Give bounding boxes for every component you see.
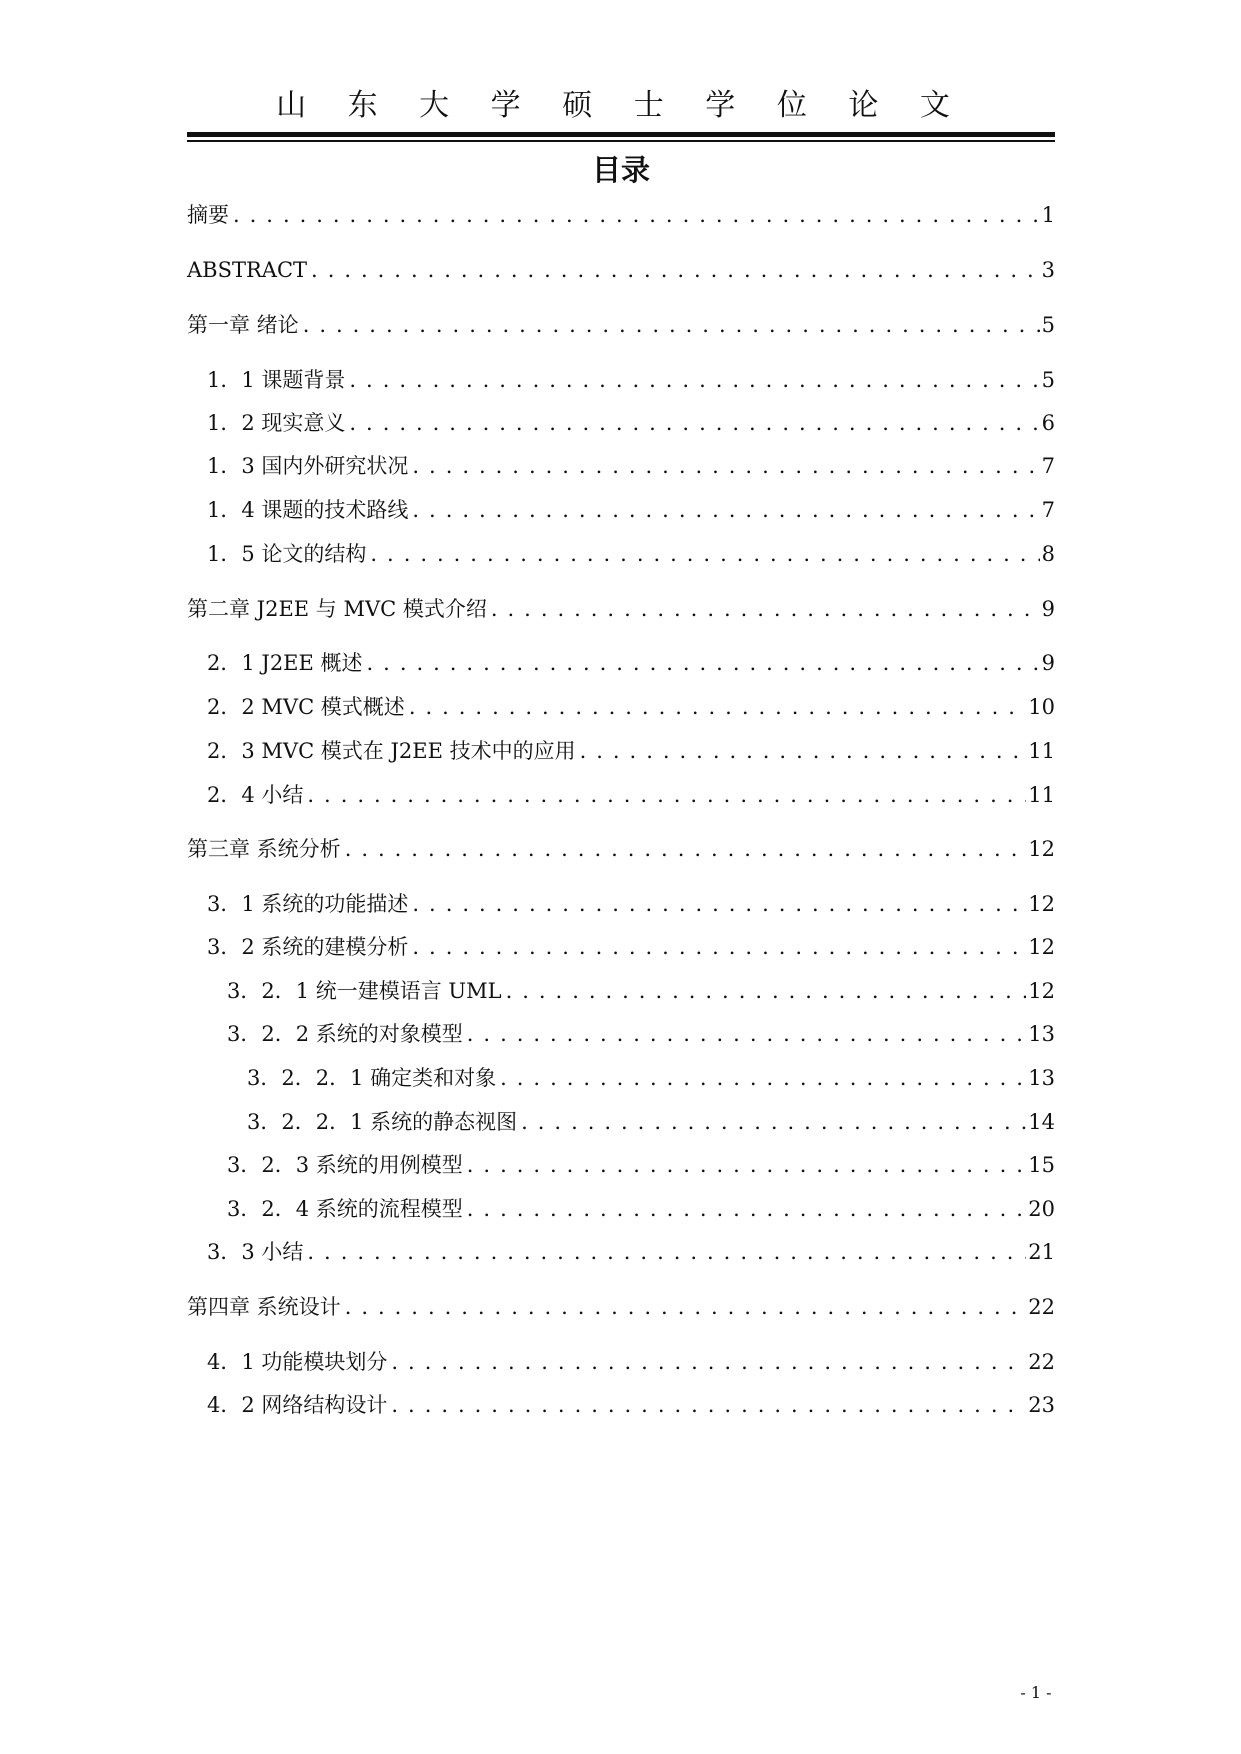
toc-entry-page-number: 9 (1041, 597, 1055, 621)
toc-entry-label: 2．1 J2EE 概述 (207, 651, 363, 675)
toc-dot-leader (467, 1019, 1027, 1049)
toc-entry-label: 2．2 MVC 模式概述 (207, 695, 405, 719)
toc-entry (207, 1237, 1055, 1267)
toc-entry (207, 648, 1055, 678)
toc-dot-leader (233, 200, 1040, 230)
toc-dot-leader (345, 834, 1027, 864)
toc-dot-leader (409, 692, 1026, 722)
toc-entry-page-number: 3 (1041, 258, 1055, 282)
toc-entry-label: 4．1 功能模块划分 (207, 1350, 388, 1374)
toc-entry-label: 第二章 J2EE 与 MVC 模式介绍 (187, 597, 487, 621)
toc-entry-label: 第一章 绪论 (187, 313, 299, 337)
toc-entry-label: 第四章 系统设计 (187, 1295, 341, 1319)
toc-dot-leader (500, 1063, 1026, 1093)
toc-entry-page-number: 5 (1041, 313, 1055, 337)
toc-entry-label: 1．2 现实意义 (207, 411, 346, 435)
toc-dot-leader (467, 1194, 1027, 1224)
toc-entry-page-number: 10 (1028, 695, 1055, 719)
toc-entry-page-number: 7 (1041, 454, 1055, 478)
toc-entry (227, 976, 1055, 1006)
toc-dot-leader (580, 736, 1027, 766)
toc-entry (207, 932, 1055, 962)
toc-entry-label: 1．4 课题的技术路线 (207, 498, 409, 522)
toc-entry-page-number: 1 (1041, 203, 1055, 227)
toc-entry (207, 495, 1055, 525)
toc-entry (227, 1150, 1055, 1180)
toc-entry (207, 1390, 1055, 1420)
toc-entry-label: 3．2．1 统一建模语言 UML (227, 979, 502, 1003)
toc-entry (207, 408, 1055, 438)
toc-entry (207, 780, 1055, 810)
toc-entry (207, 736, 1055, 766)
toc-entry (187, 834, 1055, 864)
toc-entry-label: 摘要 (187, 203, 229, 227)
toc-dot-leader (412, 495, 1039, 525)
toc-dot-leader (491, 594, 1040, 624)
toc-entry (227, 1019, 1055, 1049)
toc-entry (207, 451, 1055, 481)
toc-entry-page-number: 6 (1041, 411, 1055, 435)
toc-entry-page-number: 21 (1028, 1240, 1055, 1264)
toc-entry-page-number: 12 (1028, 892, 1055, 916)
toc-dot-leader (370, 539, 1039, 569)
toc-entry-label: 3．2．3 系统的用例模型 (227, 1153, 463, 1177)
toc-dot-leader (506, 976, 1027, 1006)
toc-dot-leader (467, 1150, 1027, 1180)
toc-entry-page-number: 13 (1028, 1066, 1055, 1090)
toc-entry-label: 2．4 小结 (207, 783, 304, 807)
table-of-contents (187, 0, 1055, 1754)
toc-dot-leader (367, 648, 1040, 678)
toc-entry (247, 1107, 1055, 1137)
toc-entry (247, 1063, 1055, 1093)
toc-entry (227, 1194, 1055, 1224)
toc-entry-label: 1．5 论文的结构 (207, 542, 367, 566)
toc-entry-page-number: 11 (1028, 739, 1055, 763)
toc-dot-leader (311, 255, 1040, 285)
toc-dot-leader (349, 408, 1039, 438)
toc-entry (207, 539, 1055, 569)
toc-entry (187, 310, 1055, 340)
toc-entry-label: 3．2．2．1 确定类和对象 (247, 1066, 497, 1090)
toc-entry (187, 255, 1055, 285)
toc-entry-page-number: 8 (1041, 542, 1055, 566)
toc-entry-label: 1．1 课题背景 (207, 368, 346, 392)
toc-dot-leader (307, 1237, 1026, 1267)
toc-entry-label: 3．3 小结 (207, 1240, 304, 1264)
toc-entry-page-number: 14 (1028, 1110, 1055, 1134)
toc-entry-label: ABSTRACT (187, 258, 308, 282)
toc-title: 目录 (591, 153, 650, 187)
toc-entry (207, 889, 1055, 919)
toc-entry (187, 1292, 1055, 1322)
toc-entry-page-number: 7 (1041, 498, 1055, 522)
page-number: - 1 - (1020, 1683, 1052, 1702)
toc-entry-label: 4．2 网络结构设计 (207, 1393, 388, 1417)
toc-entry-label: 3．2．2．1 系统的静态视图 (247, 1110, 518, 1134)
toc-entry-label: 3．2 系统的建模分析 (207, 935, 409, 959)
toc-dot-leader (345, 1292, 1027, 1322)
toc-entry-page-number: 12 (1028, 837, 1055, 861)
toc-dot-leader (391, 1390, 1026, 1420)
toc-entry-page-number: 22 (1028, 1295, 1055, 1319)
toc-dot-leader (307, 780, 1026, 810)
toc-entry-page-number: 9 (1041, 651, 1055, 675)
toc-entry-label: 2．3 MVC 模式在 J2EE 技术中的应用 (207, 739, 576, 763)
toc-entry-label: 3．2．4 系统的流程模型 (227, 1197, 463, 1221)
toc-entry-page-number: 12 (1028, 935, 1055, 959)
toc-entry (187, 200, 1055, 230)
toc-dot-leader (412, 451, 1039, 481)
toc-entry-label: 1．3 国内外研究状况 (207, 454, 409, 478)
toc-entry-page-number: 23 (1028, 1393, 1055, 1417)
toc-dot-leader (412, 889, 1026, 919)
toc-entry-label: 3．1 系统的功能描述 (207, 892, 409, 916)
toc-entry-page-number: 13 (1028, 1022, 1055, 1046)
toc-entry (187, 594, 1055, 624)
toc-entry-page-number: 20 (1028, 1197, 1055, 1221)
toc-dot-leader (303, 310, 1040, 340)
toc-entry-page-number: 22 (1028, 1350, 1055, 1374)
toc-entry (207, 1347, 1055, 1377)
toc-entry-page-number: 12 (1028, 979, 1055, 1003)
toc-dot-leader (412, 932, 1026, 962)
toc-entry-page-number: 5 (1041, 368, 1055, 392)
toc-entry-label: 3．2．2 系统的对象模型 (227, 1022, 463, 1046)
toc-dot-leader (391, 1347, 1026, 1377)
toc-dot-leader (349, 365, 1039, 395)
running-header-title: 山 东 大 学 硕 士 学 位 论 文 (276, 88, 966, 123)
toc-entry-label: 第三章 系统分析 (187, 837, 341, 861)
toc-entry-page-number: 11 (1028, 783, 1055, 807)
toc-entry (207, 692, 1055, 722)
toc-entry (207, 365, 1055, 395)
toc-entry-page-number: 15 (1028, 1153, 1055, 1177)
toc-dot-leader (521, 1107, 1026, 1137)
